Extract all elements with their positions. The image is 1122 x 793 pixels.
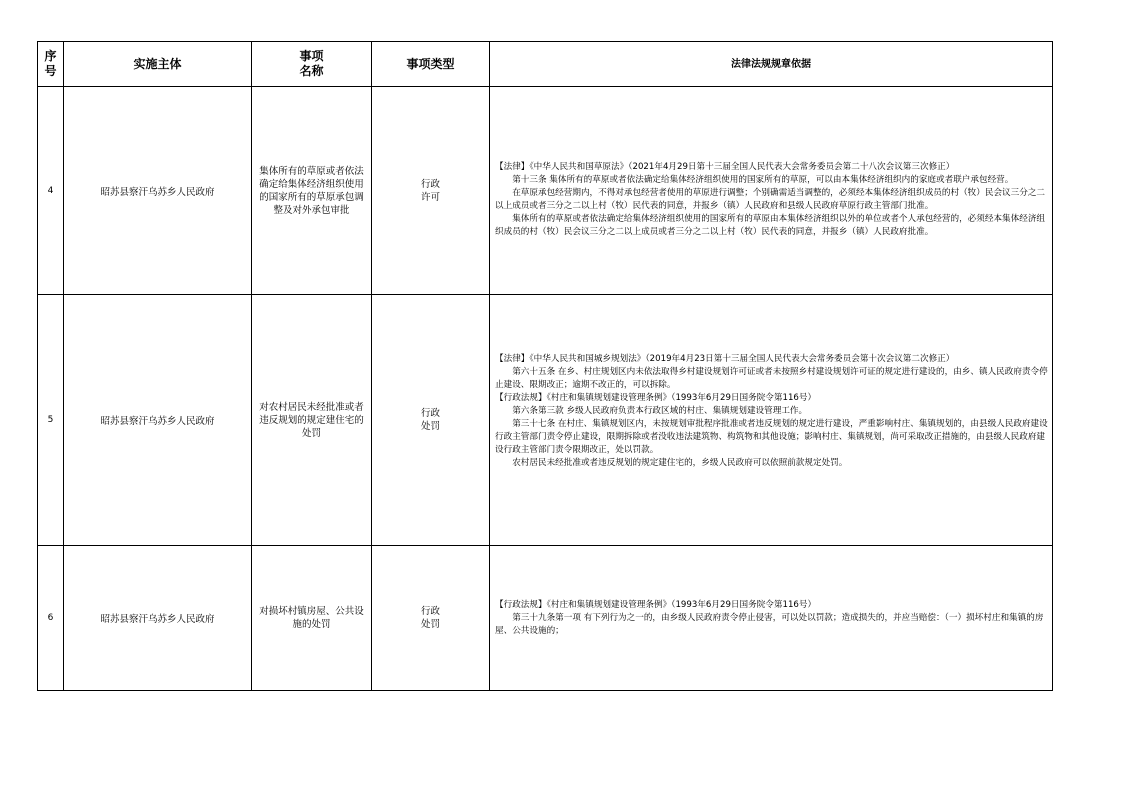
row-number: 4: [38, 87, 64, 295]
basis-paragraph: 第十三条 集体所有的草原或者依法确定给集体经济组织使用的国家所有的草原，可以由本集体经济组织内的家庭或者联户承包经营。: [512, 174, 1014, 185]
row-legal-basis: [490, 546, 1053, 691]
row-item-name: 对损坏村镇房屋、公共设施的处罚: [252, 546, 372, 691]
row-item-name: 集体所有的草原或者依法确定给集体经济组织使用的国家所有的草原承包调整及对外承包审批: [252, 87, 372, 295]
row-subject: 昭苏县察汗乌苏乡人民政府: [64, 546, 252, 691]
row-type-line1: 行政: [420, 606, 440, 617]
row-type-line2: 许可: [420, 191, 440, 203]
table-row: [38, 295, 1053, 546]
row-type-line1: 行政: [420, 408, 440, 419]
header-type: 事项类型: [372, 42, 490, 87]
row-subject: 昭苏县察汗乌苏乡人民政府: [64, 295, 252, 546]
row-item-type: [372, 546, 490, 691]
header-seq: [38, 42, 64, 87]
header-seq-line2: 号: [44, 64, 57, 78]
row-type-line2: 处罚: [420, 619, 440, 630]
regulation-table: [37, 41, 1053, 691]
table-row: [38, 87, 1053, 295]
basis-paragraph: 【法律】《中华人民共和国城乡规划法》（2019年4月23日第十三届全国人民代表大会常务委员会第十次会议第二次修正）: [495, 353, 955, 364]
row-subject: 昭苏县察汗乌苏乡人民政府: [64, 87, 252, 295]
table-row: [38, 546, 1053, 691]
row-legal-basis: [490, 87, 1053, 295]
basis-paragraph: 农村居民未经批准或者违反规划的规定建住宅的，乡级人民政府可以依照前款规定处罚。: [512, 457, 848, 468]
row-legal-basis: [490, 295, 1053, 546]
basis-paragraph: 第六条第三款 乡级人民政府负责本行政区域的村庄、集镇规划建设管理工作。: [512, 405, 808, 416]
header-basis: 法律法规规章依据: [490, 42, 1053, 87]
basis-paragraph: 在草原承包经营期内，不得对承包经营者使用的草原进行调整；个别确需适当调整的，必须经本集体经济组织成员的村（牧）民会议三分之二以上成员或者三分之二以上村（牧）民代表的同意，并报乡（镇）人民政府和县级人民政府草原行政主管部门批准。: [495, 187, 1046, 211]
header-item-line1: 事项: [299, 49, 324, 63]
basis-paragraph: 第三十九条第一项 有下列行为之一的，由乡级人民政府责令停止侵害，可以处以罚款；造成损失的，并应当赔偿：（一）损坏村庄和集镇的房屋、公共设施的；: [495, 612, 1044, 636]
row-item-type: [372, 295, 490, 546]
basis-paragraph: 第六十五条 在乡、村庄规划区内未依法取得乡村建设规划许可证或者未按照乡村建设规划许可证的规定进行建设的，由乡、镇人民政府责令停止建设、限期改正；逾期不改正的，可以拆除。: [495, 366, 1048, 390]
header-subject: 实施主体: [64, 42, 252, 87]
row-item-type: [372, 87, 490, 295]
row-type-line2: 处罚: [420, 421, 440, 432]
row-number: 6: [38, 546, 64, 691]
basis-paragraph: 【法律】《中华人民共和国草原法》（2021年4月29日第十三届全国人民代表大会常务委员会第二十八次会议第三次修正）: [495, 161, 955, 172]
header-item-line2: 名称: [299, 64, 324, 78]
basis-paragraph: 第三十七条 在村庄、集镇规划区内，未按规划审批程序批准或者违反规划的规定进行建设，严重影响村庄、集镇规划的，由县级人民政府建设行政主管部门责令停止建设，限期拆除或者没收违法建筑物、构筑物和其他设施；影响村庄、集镇规划，尚可采取改正措施的，由县级人民政府建设行政主管部门责令限期改正，处以罚款。: [495, 418, 1048, 455]
basis-paragraph: 【行政法规】《村庄和集镇规划建设管理条例》（1993年6月29日国务院令第116号）: [495, 599, 817, 610]
header-seq-line1: 序: [44, 49, 57, 63]
row-type-line1: 行政: [420, 178, 440, 190]
basis-paragraph: 【行政法规】《村庄和集镇规划建设管理条例》（1993年6月29日国务院令第116号）: [495, 392, 817, 403]
row-number: 5: [38, 295, 64, 546]
header-row: [38, 42, 1053, 87]
header-item: [252, 42, 372, 87]
basis-paragraph: 集体所有的草原或者依法确定给集体经济组织使用的国家所有的草原由本集体经济组织以外的单位或者个人承包经营的，必须经本集体经济组织成员的村（牧）民会议三分之二以上成员或者三分之二以上村（牧）民代表的同意，并报乡（镇）人民政府批准。: [495, 213, 1046, 237]
row-item-name: 对农村居民未经批准或者违反规划的规定建住宅的处罚: [252, 295, 372, 546]
